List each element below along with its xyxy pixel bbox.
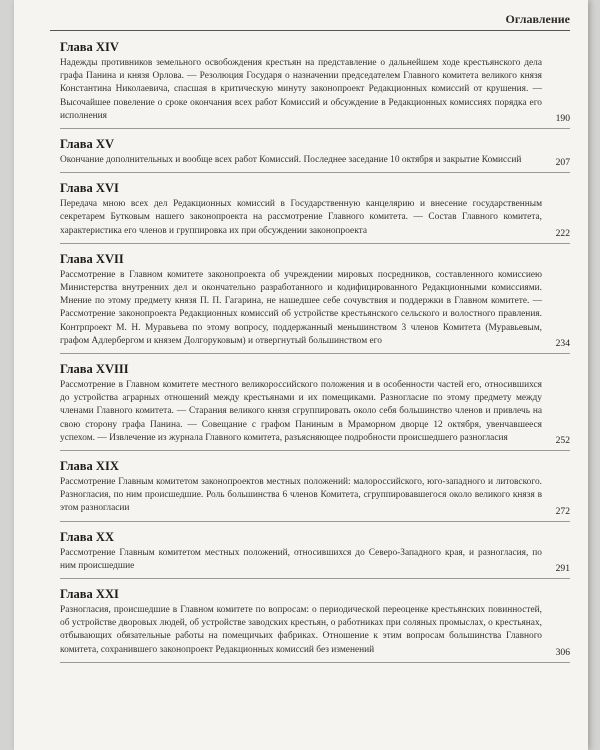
toc-entry xyxy=(60,252,570,354)
page-number: 272 xyxy=(555,505,570,517)
toc-entry xyxy=(60,362,570,451)
chapter-summary: Передача мною всех дел Редакционных комиссий в Государственную канцелярию и внесение государственным секретарем Бутковым нашего законопроекта на рассмотрение Главного комитета. — Состав Главного комитета, характеристика его членов и группировка их при обсуждении законопроекта xyxy=(60,199,542,236)
toc-entry xyxy=(60,459,570,522)
chapter-title: Глава XXI xyxy=(60,587,119,602)
chapter-title: Глава XIV xyxy=(60,40,119,54)
chapter-title: Глава XIX xyxy=(60,459,119,474)
chapter-title: Глава XVIII xyxy=(60,362,129,377)
page-number: 252 xyxy=(555,435,570,447)
page-number: 207 xyxy=(555,157,570,169)
chapter-summary: Рассмотрение Главным комитетом местных положений, относившихся до Северо-Западного края, и разногласия, по ним происшедшие xyxy=(60,547,542,571)
toc-entry xyxy=(60,530,570,579)
toc-entry xyxy=(60,181,570,244)
page-number: 222 xyxy=(555,227,570,239)
chapter-summary: Надежды противников земельного освобождения крестьян на представление о дальнейшем ходе крестьянского дела графа Панина и князя Орлова. — Резолюция Государя о назначении председателем Главного комитета великого князя Константина Николаевича, спасшая в критическую минуту законопроект Редакционных комиссий от крушения. — Высочайшее повеление о сроке окончания всех работ Комиссий и обсуждение в Редакционных комиссиях порядка его исполнения xyxy=(60,58,542,121)
chapter-summary: Окончание дополнительных и вообще всех работ Комиссий. Последнее заседание 10 октября и закрытие Комиссий xyxy=(60,155,522,166)
running-head-title: Оглавление xyxy=(50,12,570,31)
chapter-summary: Разногласия, происшедшие в Главном комитете по вопросам: о периодической переоценке крестьянских повинностей, об устройстве дворовых людей, об устройстве заводских крестьян, о работниках при соляных промыслах, о крестьянах, отбывающих обязательные работы на помещичьих фабриках. Отношение к этим вопросам большинства Главного комитета, сохранившего законопроект Редакционных комиссий без изменений xyxy=(60,605,542,655)
page-number: 306 xyxy=(555,646,570,658)
chapter-summary: Рассмотрение Главным комитетом законопроектов местных положений: малороссийского, юго-западного и литовского. Разногласия, по ним происшедшие. Роль большинства 6 членов Комитета, сгруппировавшегося около великого князя в этом разногласии xyxy=(60,477,542,514)
chapter-title: Глава XV xyxy=(60,137,114,152)
chapter-title: Глава XVII xyxy=(60,251,124,266)
chapter-summary: Рассмотрение в Главном комитете законопроекта об учреждении мировых посредников, составленного комиссиею Министерства внутренних дел и окончательно разработанного и кодифицированного Редакционными комиссиями. Мнение по этому предмету князя П. П. Гагарина, не нашедшее себе сочувствия и поддержки в Главном комитете. — Рассмотрение законопроекта Редакционных комиссий об устройстве крестьянского сельского и волостного правления. Контрпроект М. Н. Муравьева по этому вопросу, поддержанный меньшинством 3 членов Комитета (Муравьевым, графом Адлербергом и князем Долгоруковым) и отвергнутый большинством его xyxy=(60,269,542,346)
book-page xyxy=(14,0,588,750)
chapter-summary: Рассмотрение в Главном комитете местного великороссийского положения и в особенности частей его, относившихся до устройства аграрных отношений между крестьянами и их помещиками. Разногласие по этому предмету между членами Главного комитета. — Старания великого князя сгруппировать около себя большинство членов и привлечь на свою сторону графа Панина. — Совещание с графом Паниным в Мраморном дворце 12 октября, увенчавшееся успехом. — Извлечение из журнала Главного комитета, разъясняющее подробности происшедшего разногласия xyxy=(60,380,542,443)
chapter-title: Глава XX xyxy=(60,529,114,544)
toc-entry xyxy=(60,137,570,173)
chapter-title: Глава XVI xyxy=(60,181,119,196)
toc-entry xyxy=(60,40,570,129)
page-number: 291 xyxy=(555,563,570,575)
toc-entry xyxy=(60,587,570,663)
page-number: 234 xyxy=(555,338,570,350)
page-number: 190 xyxy=(555,113,570,125)
table-of-contents xyxy=(60,40,570,671)
